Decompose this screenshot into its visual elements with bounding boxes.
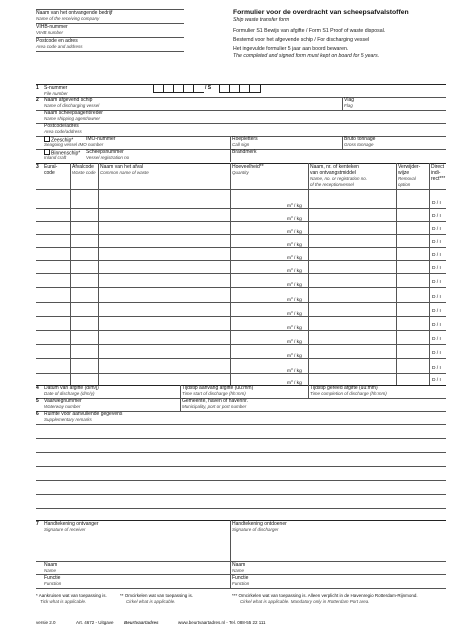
eural-code-header: Eural- [44,164,58,170]
call-sign-label: Roepletters [232,136,258,142]
form-title: Formulier voor de overdracht van scheepsafvalstoffen [233,9,409,16]
eural-code-header-2: code [44,170,55,176]
direct-header-2: indi- [431,170,441,176]
waste-code-header-en: Waste code [72,170,96,175]
receiving-company-label: Naam van het ontvangende bedrijf [36,10,113,16]
vessel-name-label: Naam afgevend schip [44,97,93,103]
direct-indirect-toggle[interactable]: D / I [432,201,441,206]
section-number-2: 2 [36,97,39,103]
imo-field[interactable] [150,136,230,148]
footnote-2: ** Omcirkelen wat van toepassing is. [120,593,194,598]
receiving-company-label-en: Name of the receiving company [36,16,100,21]
section-number-4: 4 [36,385,39,391]
municipality-label: Gemeente, haven of havennr. [182,398,248,404]
direct-indirect-toggle[interactable]: D / I [432,295,441,300]
footnote-3-en: Cirkel what is applicable. Mandatory only in Rotterdam Port area. [240,599,370,604]
direct-indirect-toggle[interactable]: D / I [432,323,441,328]
flag-field[interactable] [362,97,446,109]
file-number-label-en: File number [44,91,68,96]
seagoing-label: Zeeschip* [51,137,74,144]
address-field[interactable] [150,123,446,135]
waterway-label-en: Waterway number [44,404,81,409]
imo-label: IMO-nummer [86,136,116,142]
gross-tonnage-label-en: Gross tonnage [344,142,374,147]
form-retention-en: The completed and signed form must kept on board for 5 years. [233,53,380,59]
file-number-separator: / S [205,85,212,91]
address-label: Postcode/adres [44,123,79,129]
brand-mark-label: Brandmerk [232,149,257,155]
removal-header-en-2: option [398,182,411,187]
direct-indirect-toggle[interactable]: D / I [432,351,441,356]
section-number-7: 7 [36,521,39,527]
discharger-signature-label: Handtekening ontdoener [232,521,287,527]
vessel-name-label-en: Name of discharging vessel [44,103,100,108]
area-code-label: Postcode en adres [36,38,78,44]
footnote-1: * Aankruisen wat van toepassing is. [36,593,107,598]
area-code-label-en: Area code and address [36,44,83,49]
receiver-signature-label: Handtekening ontvanger [44,521,99,527]
receiver-function-label-en: Function [44,581,62,586]
vessel-registration-label: Scheepsnummer [86,149,124,155]
quantity-header: Hoeveelheid** [232,164,264,170]
removal-header-en-1: Removal [398,176,416,181]
discharger-function-label-en: Function [232,581,250,586]
inland-label: Binnenschip* [51,150,81,157]
direct-indirect-toggle[interactable]: D / I [432,266,441,271]
footnote-3: *** Omcirkelen wat van toepassing is. Alleen verplicht in de Havenregio Rotterdam-Rijnmond. [232,593,418,598]
agent-name-label-en: Name shipping agent/owner [44,116,101,121]
direct-header-3: rect*** [431,176,446,182]
remarks-label: Ruimte voor aanvullende gegevens [44,411,123,417]
waste-code-header: Afvalcode [72,164,94,170]
inland-craft-label-en: Inland craft [44,155,67,160]
direct-indirect-toggle[interactable]: D / I [432,366,441,371]
file-number-label: S-nummer [44,85,68,91]
form-destination: Bestemd voor het afgevende schip / For discharging vessel [233,37,370,43]
removal-header-2: wijze [398,170,410,176]
flag-label: Vlag [344,97,355,103]
quantity-header-en: Quantity [232,170,249,175]
form-description: Formulier S1 Bewijs van afgifte / Form S1 Proof of waste disposal. [233,28,386,34]
article-label: Art. 4672 - Uitgave [76,620,114,625]
section-number-5: 5 [36,398,39,404]
address-label-en: Area code/address [44,129,82,134]
gross-tonnage-label: Bruto tonnage [344,136,376,142]
direct-indirect-toggle[interactable]: D / I [432,280,441,285]
discharge-date-label-en: Date of discharge (d/m/y) [44,391,95,396]
reception-vessel-header-en-1: Name, no. or registration no. [310,176,368,181]
discharger-name-label-en: Name [232,568,245,573]
section-number-1: 1 [36,85,39,91]
remarks-label-en: Supplementary remarks [44,417,92,422]
direct-indirect-toggle[interactable]: D / I [432,309,441,314]
start-time-label-en: Time start of discharge (hh:mm) [182,391,246,396]
direct-indirect-toggle[interactable]: D / I [432,337,441,342]
direct-indirect-toggle[interactable]: D / I [432,378,441,383]
vessel-name-field[interactable] [150,97,340,109]
direct-indirect-toggle[interactable]: D / I [432,253,441,258]
vessel-registration-field[interactable] [150,149,230,161]
direct-indirect-toggle[interactable]: D / I [432,227,441,232]
waste-name-header: Naam van het afval [100,164,144,170]
discharger-signature-field[interactable] [232,534,446,558]
form-subtitle: Ship waste transfer form [233,17,290,23]
receiver-name-label-en: Name [44,568,57,573]
discharger-name-label: Naam [232,562,246,568]
call-sign-label-en: Call sign [232,142,250,147]
footnote-1-en: Tick what is applicable. [40,599,87,604]
footnote-2-en: Cirkel what is applicable. [126,599,176,604]
direct-indirect-toggle[interactable]: D / I [432,214,441,219]
reception-vessel-header-en-2: of the receptionvessel [310,182,354,187]
receiver-function-label: Functie [44,575,61,581]
receiver-name-label: Naam [44,562,58,568]
discharger-signature-label-en: Signature of discharger [232,527,279,532]
vihb-label: VIHB-nummer [36,24,68,30]
end-time-label: Tijdstip gereed afgifte (uu:mm) [310,385,378,391]
removal-header-1: Verwijder- [398,164,421,170]
vessel-registration-label-en: Vessel registration no [86,155,130,160]
file-number-input[interactable] [153,85,283,93]
agent-name-label: Naam scheepsagent/reder [44,110,103,116]
flag-label-en: Flag [344,103,353,108]
imo-label-en: Seagoing vessel IMO number [44,142,104,147]
publisher-contact: www.beurtvaartadres.nl - Tel. 088-55 22 111 [178,620,266,625]
receiver-signature-label-en: Signature of receiver [44,527,86,532]
form-retention-nl: Het ingevulde formulier 5 jaar aan boord bewaren. [233,46,349,52]
vihb-label-en: VIHB number [36,30,64,35]
waste-name-header-en: Common name of waste [100,170,149,175]
section-number-3: 3 [36,164,39,170]
publisher-logo: Beurtvaartadres [124,620,159,625]
discharge-date-label: Datum van afgifte (d/m/j) [44,385,99,391]
direct-indirect-toggle[interactable]: D / I [432,240,441,245]
discharger-function-label: Functie [232,575,249,581]
section-number-6: 6 [36,411,39,417]
end-time-label-en: Time completion of discharge (hh:mm) [310,391,387,396]
receiver-signature-field[interactable] [36,534,228,558]
start-time-label: Tijdstip aanvang afgifte (uu:mm) [182,385,254,391]
reception-vessel-header-1: Naam, nr. of kenteken [310,164,359,170]
direct-header-1: Direct [431,164,445,170]
reception-vessel-header-2: van ontvangstmiddel [310,170,356,176]
waterway-label: Vaarwegnummer [44,398,82,404]
agent-name-field[interactable] [150,110,446,122]
version-label: versie 2.0 [36,620,56,625]
municipality-label-en: Municipality, port or port number [182,404,247,409]
